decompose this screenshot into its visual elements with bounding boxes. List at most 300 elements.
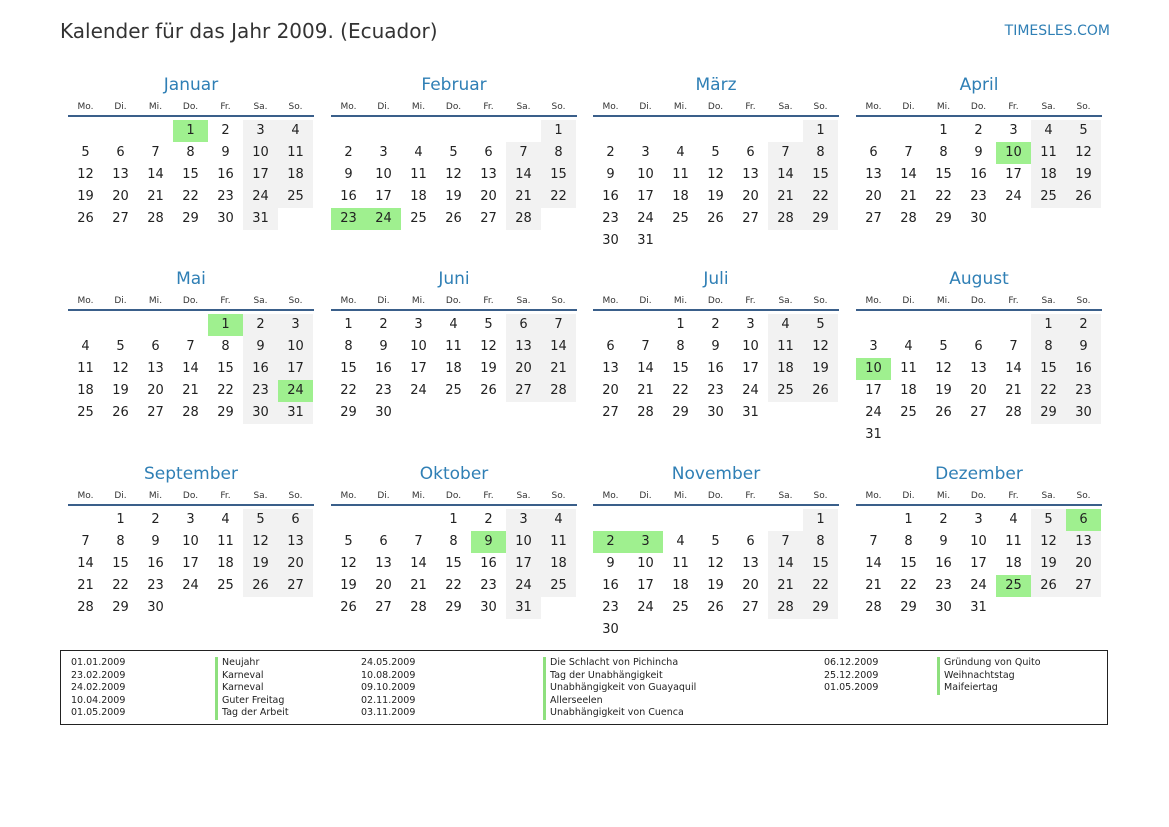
calendar-day[interactable]: 25 — [541, 575, 576, 597]
calendar-day[interactable]: 23 — [707, 383, 724, 398]
calendar-day[interactable]: 28 — [768, 597, 803, 619]
calendar-day[interactable]: 22 — [340, 383, 357, 398]
calendar-day[interactable]: 6 — [484, 145, 493, 160]
calendar-day[interactable]: 8 — [803, 142, 838, 164]
calendar-day[interactable]: 26 — [803, 380, 838, 402]
calendar-day[interactable]: 18 — [768, 358, 803, 380]
holiday-day[interactable]: 6 — [1066, 509, 1101, 531]
calendar-day[interactable]: 27 — [278, 575, 313, 597]
calendar-day[interactable]: 26 — [707, 600, 724, 615]
calendar-day[interactable]: 21 — [410, 578, 427, 593]
calendar-day[interactable]: 3 — [278, 314, 313, 336]
calendar-day[interactable]: 21 — [637, 383, 654, 398]
calendar-day[interactable]: 1 — [803, 120, 838, 142]
calendar-day[interactable]: 30 — [480, 600, 497, 615]
calendar-day[interactable]: 14 — [768, 553, 803, 575]
calendar-day[interactable]: 24 — [637, 211, 654, 226]
calendar-day[interactable]: 7 — [151, 145, 160, 160]
calendar-day[interactable]: 6 — [379, 534, 388, 549]
calendar-day[interactable]: 15 — [803, 164, 838, 186]
calendar-day[interactable]: 2 — [151, 512, 160, 527]
calendar-day[interactable]: 28 — [637, 405, 654, 420]
calendar-day[interactable]: 10 — [243, 142, 278, 164]
calendar-day[interactable]: 21 — [147, 189, 164, 204]
calendar-day[interactable]: 14 — [410, 556, 427, 571]
calendar-day[interactable]: 12 — [803, 336, 838, 358]
calendar-day[interactable]: 25 — [672, 600, 689, 615]
calendar-day[interactable]: 3 — [869, 339, 878, 354]
calendar-day[interactable]: 11 — [541, 531, 576, 553]
calendar-day[interactable]: 22 — [217, 383, 234, 398]
calendar-day[interactable]: 31 — [637, 233, 654, 248]
calendar-day[interactable]: 23 — [935, 578, 952, 593]
calendar-day[interactable]: 11 — [445, 339, 462, 354]
calendar-day[interactable]: 30 — [602, 233, 619, 248]
calendar-day[interactable]: 8 — [1031, 336, 1066, 358]
calendar-day[interactable]: 16 — [970, 167, 987, 182]
calendar-day[interactable]: 28 — [77, 600, 94, 615]
calendar-day[interactable]: 7 — [186, 339, 195, 354]
calendar-day[interactable]: 1 — [904, 512, 913, 527]
calendar-day[interactable]: 11 — [410, 167, 427, 182]
calendar-day[interactable]: 23 — [147, 578, 164, 593]
calendar-day[interactable]: 15 — [340, 361, 357, 376]
calendar-day[interactable]: 10 — [637, 167, 654, 182]
calendar-day[interactable]: 19 — [707, 189, 724, 204]
calendar-day[interactable]: 24 — [182, 578, 199, 593]
calendar-day[interactable]: 17 — [278, 358, 313, 380]
calendar-day[interactable]: 19 — [112, 383, 129, 398]
calendar-day[interactable]: 24 — [637, 600, 654, 615]
calendar-day[interactable]: 18 — [217, 556, 234, 571]
calendar-day[interactable]: 22 — [672, 383, 689, 398]
calendar-day[interactable]: 6 — [506, 314, 541, 336]
calendar-day[interactable]: 12 — [707, 556, 724, 571]
calendar-day[interactable]: 8 — [449, 534, 458, 549]
calendar-day[interactable]: 13 — [112, 167, 129, 182]
calendar-day[interactable]: 13 — [375, 556, 392, 571]
calendar-day[interactable]: 20 — [147, 383, 164, 398]
calendar-day[interactable]: 19 — [243, 553, 278, 575]
calendar-day[interactable]: 5 — [1031, 509, 1066, 531]
calendar-day[interactable]: 5 — [243, 509, 278, 531]
calendar-day[interactable]: 3 — [379, 145, 388, 160]
holiday-day[interactable]: 1 — [208, 314, 243, 336]
calendar-day[interactable]: 11 — [217, 534, 234, 549]
calendar-day[interactable]: 11 — [768, 336, 803, 358]
calendar-day[interactable]: 8 — [939, 145, 948, 160]
calendar-day[interactable]: 1 — [449, 512, 458, 527]
calendar-day[interactable]: 4 — [768, 314, 803, 336]
calendar-day[interactable]: 4 — [1009, 512, 1018, 527]
calendar-day[interactable]: 24 — [1005, 189, 1022, 204]
calendar-day[interactable]: 18 — [900, 383, 917, 398]
calendar-day[interactable]: 28 — [541, 380, 576, 402]
calendar-day[interactable]: 5 — [803, 314, 838, 336]
calendar-day[interactable]: 2 — [711, 317, 720, 332]
calendar-day[interactable]: 27 — [1066, 575, 1101, 597]
calendar-day[interactable]: 29 — [935, 211, 952, 226]
calendar-day[interactable]: 16 — [217, 167, 234, 182]
calendar-day[interactable]: 6 — [116, 145, 125, 160]
calendar-day[interactable]: 17 — [506, 553, 541, 575]
calendar-day[interactable]: 27 — [375, 600, 392, 615]
calendar-day[interactable]: 13 — [278, 531, 313, 553]
calendar-day[interactable]: 14 — [768, 164, 803, 186]
calendar-day[interactable]: 20 — [506, 358, 541, 380]
calendar-day[interactable]: 16 — [602, 189, 619, 204]
calendar-day[interactable]: 16 — [602, 578, 619, 593]
calendar-day[interactable]: 1 — [541, 120, 576, 142]
calendar-day[interactable]: 25 — [278, 186, 313, 208]
calendar-day[interactable]: 10 — [182, 534, 199, 549]
calendar-day[interactable]: 25 — [768, 380, 803, 402]
calendar-day[interactable]: 27 — [970, 405, 987, 420]
calendar-day[interactable]: 29 — [445, 600, 462, 615]
calendar-day[interactable]: 31 — [278, 402, 313, 424]
calendar-day[interactable]: 5 — [711, 534, 720, 549]
calendar-day[interactable]: 10 — [410, 339, 427, 354]
calendar-day[interactable]: 22 — [445, 578, 462, 593]
calendar-day[interactable]: 27 — [147, 405, 164, 420]
calendar-day[interactable]: 4 — [449, 317, 458, 332]
calendar-day[interactable]: 5 — [116, 339, 125, 354]
calendar-day[interactable]: 18 — [278, 164, 313, 186]
calendar-day[interactable]: 7 — [81, 534, 90, 549]
calendar-day[interactable]: 28 — [506, 208, 541, 230]
calendar-day[interactable]: 31 — [243, 208, 278, 230]
calendar-day[interactable]: 16 — [480, 556, 497, 571]
calendar-day[interactable]: 4 — [676, 534, 685, 549]
calendar-day[interactable]: 29 — [1031, 402, 1066, 424]
calendar-day[interactable]: 25 — [900, 405, 917, 420]
calendar-day[interactable]: 10 — [637, 556, 654, 571]
calendar-day[interactable]: 7 — [1009, 339, 1018, 354]
calendar-day[interactable]: 30 — [147, 600, 164, 615]
calendar-day[interactable]: 31 — [506, 597, 541, 619]
calendar-day[interactable]: 14 — [147, 167, 164, 182]
calendar-day[interactable]: 16 — [1066, 358, 1101, 380]
calendar-day[interactable]: 22 — [112, 578, 129, 593]
calendar-day[interactable]: 22 — [803, 575, 838, 597]
calendar-day[interactable]: 9 — [606, 556, 615, 571]
calendar-day[interactable]: 12 — [480, 339, 497, 354]
calendar-day[interactable]: 25 — [672, 211, 689, 226]
calendar-day[interactable]: 30 — [217, 211, 234, 226]
calendar-day[interactable]: 3 — [506, 509, 541, 531]
calendar-day[interactable]: 8 — [803, 531, 838, 553]
calendar-day[interactable]: 15 — [112, 556, 129, 571]
calendar-day[interactable]: 21 — [541, 358, 576, 380]
calendar-day[interactable]: 6 — [746, 145, 755, 160]
calendar-day[interactable]: 30 — [1066, 402, 1101, 424]
calendar-day[interactable]: 11 — [672, 167, 689, 182]
calendar-day[interactable]: 9 — [1066, 336, 1101, 358]
calendar-day[interactable]: 5 — [81, 145, 90, 160]
calendar-day[interactable]: 15 — [672, 361, 689, 376]
calendar-day[interactable]: 30 — [375, 405, 392, 420]
calendar-day[interactable]: 16 — [707, 361, 724, 376]
calendar-day[interactable]: 23 — [243, 380, 278, 402]
calendar-day[interactable]: 28 — [768, 208, 803, 230]
calendar-day[interactable]: 14 — [900, 167, 917, 182]
calendar-day[interactable]: 22 — [803, 186, 838, 208]
calendar-day[interactable]: 12 — [1066, 142, 1101, 164]
calendar-day[interactable]: 12 — [1031, 531, 1066, 553]
calendar-day[interactable]: 26 — [935, 405, 952, 420]
calendar-day[interactable]: 4 — [81, 339, 90, 354]
calendar-day[interactable]: 18 — [410, 189, 427, 204]
calendar-day[interactable]: 2 — [939, 512, 948, 527]
calendar-day[interactable]: 18 — [445, 361, 462, 376]
calendar-day[interactable]: 13 — [742, 556, 759, 571]
holiday-day[interactable]: 2 — [593, 531, 628, 553]
calendar-day[interactable]: 18 — [77, 383, 94, 398]
calendar-day[interactable]: 18 — [672, 189, 689, 204]
calendar-day[interactable]: 7 — [414, 534, 423, 549]
calendar-day[interactable]: 23 — [480, 578, 497, 593]
calendar-day[interactable]: 24 — [410, 383, 427, 398]
calendar-day[interactable]: 26 — [77, 211, 94, 226]
calendar-day[interactable]: 13 — [602, 361, 619, 376]
calendar-day[interactable]: 16 — [243, 358, 278, 380]
calendar-day[interactable]: 4 — [278, 120, 313, 142]
calendar-day[interactable]: 14 — [637, 361, 654, 376]
calendar-day[interactable]: 27 — [112, 211, 129, 226]
calendar-day[interactable]: 21 — [1005, 383, 1022, 398]
calendar-day[interactable]: 31 — [742, 405, 759, 420]
calendar-day[interactable]: 31 — [970, 600, 987, 615]
calendar-day[interactable]: 25 — [217, 578, 234, 593]
holiday-day[interactable]: 10 — [996, 142, 1031, 164]
calendar-day[interactable]: 9 — [974, 145, 983, 160]
calendar-day[interactable]: 27 — [506, 380, 541, 402]
calendar-day[interactable]: 4 — [541, 509, 576, 531]
calendar-day[interactable]: 18 — [541, 553, 576, 575]
calendar-day[interactable]: 26 — [340, 600, 357, 615]
calendar-day[interactable]: 4 — [676, 145, 685, 160]
calendar-day[interactable]: 12 — [340, 556, 357, 571]
calendar-day[interactable]: 19 — [935, 383, 952, 398]
calendar-day[interactable]: 7 — [869, 534, 878, 549]
calendar-day[interactable]: 9 — [711, 339, 720, 354]
calendar-day[interactable]: 29 — [672, 405, 689, 420]
calendar-day[interactable]: 30 — [602, 622, 619, 637]
calendar-day[interactable]: 5 — [939, 339, 948, 354]
calendar-day[interactable]: 20 — [742, 578, 759, 593]
calendar-day[interactable]: 1 — [116, 512, 125, 527]
calendar-day[interactable]: 7 — [768, 142, 803, 164]
calendar-day[interactable]: 28 — [182, 405, 199, 420]
calendar-day[interactable]: 25 — [1031, 186, 1066, 208]
calendar-day[interactable]: 8 — [221, 339, 230, 354]
calendar-day[interactable]: 23 — [217, 189, 234, 204]
calendar-day[interactable]: 9 — [151, 534, 160, 549]
calendar-day[interactable]: 11 — [1005, 534, 1022, 549]
calendar-day[interactable]: 10 — [375, 167, 392, 182]
calendar-day[interactable]: 25 — [77, 405, 94, 420]
calendar-day[interactable]: 1 — [344, 317, 353, 332]
calendar-day[interactable]: 17 — [410, 361, 427, 376]
calendar-day[interactable]: 10 — [506, 531, 541, 553]
calendar-day[interactable]: 24 — [970, 578, 987, 593]
calendar-day[interactable]: 27 — [742, 211, 759, 226]
calendar-day[interactable]: 19 — [340, 578, 357, 593]
calendar-day[interactable]: 7 — [541, 314, 576, 336]
holiday-day[interactable]: 24 — [278, 380, 313, 402]
calendar-day[interactable]: 18 — [1005, 556, 1022, 571]
calendar-day[interactable]: 20 — [970, 383, 987, 398]
calendar-day[interactable]: 11 — [900, 361, 917, 376]
calendar-day[interactable]: 29 — [803, 597, 838, 619]
calendar-day[interactable]: 17 — [375, 189, 392, 204]
calendar-day[interactable]: 26 — [445, 211, 462, 226]
calendar-day[interactable]: 15 — [445, 556, 462, 571]
calendar-day[interactable]: 20 — [375, 578, 392, 593]
calendar-day[interactable]: 23 — [1066, 380, 1101, 402]
calendar-day[interactable]: 27 — [865, 211, 882, 226]
holiday-day[interactable]: 1 — [173, 120, 208, 142]
calendar-day[interactable]: 4 — [904, 339, 913, 354]
calendar-day[interactable]: 27 — [742, 600, 759, 615]
calendar-day[interactable]: 3 — [243, 120, 278, 142]
calendar-day[interactable]: 10 — [970, 534, 987, 549]
calendar-day[interactable]: 14 — [77, 556, 94, 571]
calendar-day[interactable]: 28 — [900, 211, 917, 226]
calendar-day[interactable]: 4 — [221, 512, 230, 527]
calendar-day[interactable]: 25 — [410, 211, 427, 226]
calendar-day[interactable]: 3 — [1009, 123, 1018, 138]
calendar-day[interactable]: 20 — [1066, 553, 1101, 575]
calendar-day[interactable]: 19 — [707, 578, 724, 593]
calendar-day[interactable]: 3 — [641, 145, 650, 160]
holiday-day[interactable]: 25 — [996, 575, 1031, 597]
calendar-day[interactable]: 16 — [147, 556, 164, 571]
calendar-day[interactable]: 7 — [904, 145, 913, 160]
calendar-day[interactable]: 17 — [1005, 167, 1022, 182]
calendar-day[interactable]: 2 — [1066, 314, 1101, 336]
calendar-day[interactable]: 1 — [939, 123, 948, 138]
calendar-day[interactable]: 9 — [606, 167, 615, 182]
calendar-day[interactable]: 12 — [935, 361, 952, 376]
calendar-day[interactable]: 29 — [182, 211, 199, 226]
calendar-day[interactable]: 14 — [1005, 361, 1022, 376]
calendar-day[interactable]: 15 — [935, 167, 952, 182]
calendar-day[interactable]: 8 — [541, 142, 576, 164]
calendar-day[interactable]: 22 — [541, 186, 576, 208]
calendar-day[interactable]: 17 — [243, 164, 278, 186]
calendar-day[interactable]: 12 — [445, 167, 462, 182]
calendar-day[interactable]: 8 — [186, 145, 195, 160]
calendar-day[interactable]: 4 — [414, 145, 423, 160]
calendar-day[interactable]: 2 — [221, 123, 230, 138]
calendar-day[interactable]: 4 — [1031, 120, 1066, 142]
calendar-day[interactable]: 9 — [379, 339, 388, 354]
calendar-day[interactable]: 26 — [480, 383, 497, 398]
calendar-day[interactable]: 5 — [344, 534, 353, 549]
calendar-day[interactable]: 19 — [1066, 164, 1101, 186]
calendar-day[interactable]: 24 — [742, 383, 759, 398]
calendar-day[interactable]: 19 — [1031, 553, 1066, 575]
calendar-day[interactable]: 29 — [900, 600, 917, 615]
calendar-day[interactable]: 19 — [803, 358, 838, 380]
calendar-day[interactable]: 6 — [869, 145, 878, 160]
calendar-day[interactable]: 8 — [904, 534, 913, 549]
calendar-day[interactable]: 9 — [243, 336, 278, 358]
calendar-day[interactable]: 27 — [480, 211, 497, 226]
calendar-day[interactable]: 13 — [1066, 531, 1101, 553]
calendar-day[interactable]: 6 — [606, 339, 615, 354]
calendar-day[interactable]: 19 — [445, 189, 462, 204]
calendar-day[interactable]: 20 — [742, 189, 759, 204]
calendar-day[interactable]: 3 — [414, 317, 423, 332]
calendar-day[interactable]: 13 — [506, 336, 541, 358]
calendar-day[interactable]: 6 — [746, 534, 755, 549]
calendar-day[interactable]: 15 — [1031, 358, 1066, 380]
calendar-day[interactable]: 7 — [641, 339, 650, 354]
calendar-day[interactable]: 15 — [182, 167, 199, 182]
calendar-day[interactable]: 21 — [506, 186, 541, 208]
calendar-day[interactable]: 25 — [445, 383, 462, 398]
calendar-day[interactable]: 12 — [77, 167, 94, 182]
calendar-day[interactable]: 16 — [340, 189, 357, 204]
calendar-day[interactable]: 20 — [602, 383, 619, 398]
calendar-day[interactable]: 20 — [112, 189, 129, 204]
calendar-day[interactable]: 9 — [221, 145, 230, 160]
calendar-day[interactable]: 12 — [243, 531, 278, 553]
calendar-day[interactable]: 27 — [602, 405, 619, 420]
calendar-day[interactable]: 26 — [1066, 186, 1101, 208]
calendar-day[interactable]: 20 — [278, 553, 313, 575]
calendar-day[interactable]: 22 — [900, 578, 917, 593]
calendar-day[interactable]: 26 — [112, 405, 129, 420]
calendar-day[interactable]: 21 — [768, 575, 803, 597]
calendar-day[interactable]: 20 — [865, 189, 882, 204]
calendar-day[interactable]: 23 — [602, 600, 619, 615]
calendar-day[interactable]: 13 — [865, 167, 882, 182]
calendar-day[interactable]: 17 — [182, 556, 199, 571]
calendar-day[interactable]: 28 — [1005, 405, 1022, 420]
holiday-day[interactable]: 23 — [331, 208, 366, 230]
calendar-day[interactable]: 17 — [970, 556, 987, 571]
calendar-day[interactable]: 7 — [506, 142, 541, 164]
calendar-day[interactable]: 8 — [344, 339, 353, 354]
calendar-day[interactable]: 31 — [865, 427, 882, 442]
calendar-day[interactable]: 13 — [970, 361, 987, 376]
calendar-day[interactable]: 24 — [865, 405, 882, 420]
calendar-day[interactable]: 17 — [637, 578, 654, 593]
calendar-day[interactable]: 30 — [707, 405, 724, 420]
calendar-day[interactable]: 23 — [375, 383, 392, 398]
calendar-day[interactable]: 3 — [186, 512, 195, 527]
calendar-day[interactable]: 30 — [935, 600, 952, 615]
calendar-day[interactable]: 11 — [672, 556, 689, 571]
site-link[interactable]: TIMESLES.COM — [1004, 23, 1110, 39]
calendar-day[interactable]: 21 — [865, 578, 882, 593]
calendar-day[interactable]: 10 — [278, 336, 313, 358]
calendar-day[interactable]: 24 — [506, 575, 541, 597]
calendar-day[interactable]: 23 — [602, 211, 619, 226]
calendar-day[interactable]: 15 — [900, 556, 917, 571]
calendar-day[interactable]: 29 — [217, 405, 234, 420]
calendar-day[interactable]: 6 — [151, 339, 160, 354]
calendar-day[interactable]: 11 — [77, 361, 94, 376]
calendar-day[interactable]: 3 — [746, 317, 755, 332]
calendar-day[interactable]: 5 — [484, 317, 493, 332]
calendar-day[interactable]: 29 — [340, 405, 357, 420]
calendar-day[interactable]: 21 — [182, 383, 199, 398]
calendar-day[interactable]: 15 — [217, 361, 234, 376]
